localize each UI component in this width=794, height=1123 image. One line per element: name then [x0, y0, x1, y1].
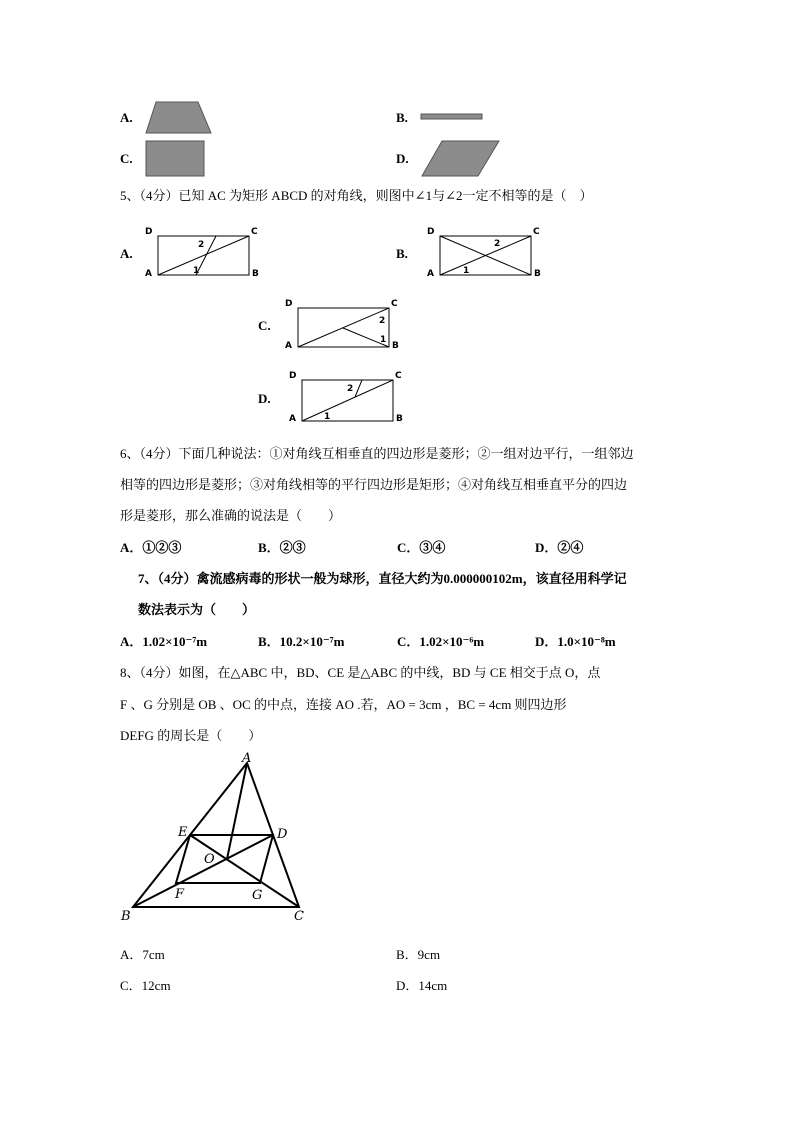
q5-option-a-figure	[142, 224, 266, 280]
q8-label-b: B	[121, 909, 131, 924]
q8-option-c: C．12cm	[120, 978, 171, 993]
q4-option-c-square	[144, 140, 208, 178]
q5c-vertex-c: C	[391, 299, 398, 309]
q6-line1: 6、（4分）下面几种说法：①对角线互相垂直的四边形是菱形；②一组对边平行，一组邻边	[120, 446, 634, 461]
q5-option-a-label: A.	[120, 246, 133, 261]
q4-option-a-label: A.	[120, 110, 133, 125]
q5d-vertex-c: C	[395, 371, 402, 381]
q8-line2: F 、G 分别是 OB 、OC 的中点，连接 AO .若，AO = 3cm ，BC = 4cm 则四边形	[120, 697, 567, 712]
q4-option-d-parallelogram	[420, 140, 502, 178]
q4-option-d-label: D.	[396, 151, 409, 166]
q5d-angle-1: 1	[324, 412, 331, 422]
q5d-vertex-d: D	[289, 371, 297, 381]
q5b-vertex-d: D	[427, 227, 435, 237]
q6-option-d: D．②④	[535, 540, 584, 555]
q5a-vertex-b: B	[252, 269, 259, 279]
q5d-angle-2: 2	[347, 384, 354, 394]
q8-label-o: O	[204, 852, 215, 867]
q8-label-f: F	[175, 887, 185, 902]
q8-option-a: A．7cm	[120, 947, 165, 962]
q5a-vertex-a: A	[145, 269, 152, 279]
q7-option-c: C．1.02×10⁻⁶m	[397, 634, 485, 649]
q5a-vertex-d: D	[145, 227, 153, 237]
q5c-angle-1: 1	[380, 335, 387, 345]
q5b-angle-2: 2	[494, 239, 501, 249]
q5b-vertex-a: A	[427, 269, 434, 279]
q4-option-c-label: C.	[120, 151, 133, 166]
q8-label-c: C	[294, 909, 304, 924]
q5-option-d-figure	[286, 368, 410, 426]
q5-option-c-figure	[282, 296, 406, 352]
q7-option-d: D．1.0×10⁻⁸m	[535, 634, 616, 649]
q5-option-c-label: C.	[258, 318, 271, 333]
q7-line2: 数法表示为（ ）	[138, 602, 256, 617]
q7-line1: 7、（4分）禽流感病毒的形状一般为球形，直径大约为0.000000102m，该直径用科学记	[138, 571, 627, 586]
q5d-vertex-a: A	[289, 414, 296, 424]
q5c-vertex-b: B	[392, 341, 399, 351]
q6-line3: 形是菱形，那么准确的说法是（ ）	[120, 508, 342, 523]
q4-option-b-thin-rectangle	[420, 113, 484, 121]
q4-option-a-trapezoid	[144, 100, 214, 136]
q8-line1: 8、（4分）如图，在△ABC 中，BD、CE 是△ABC 的中线，BD 与 CE 相交于点 O，点	[120, 665, 601, 680]
q7-option-b: B．10.2×10⁻⁷m	[258, 634, 345, 649]
q5b-vertex-c: C	[533, 227, 540, 237]
q5c-angle-2: 2	[379, 316, 386, 326]
q8-label-g: G	[252, 888, 263, 903]
q8-option-b: B．9cm	[396, 947, 441, 962]
q8-label-e: E	[178, 825, 188, 840]
q8-triangle-figure	[118, 752, 314, 928]
q4-option-b-label: B.	[396, 110, 408, 125]
q5a-vertex-c: C	[251, 227, 258, 237]
q5a-angle-1: 1	[193, 266, 200, 276]
q6-option-c: C．③④	[397, 540, 446, 555]
q8-label-d: D	[277, 827, 288, 842]
q6-option-a: A．①②③	[120, 540, 182, 555]
q5-stem: 5、（4分）已知 AC 为矩形 ABCD 的对角线，则图中∠1与∠2一定不相等的是（ ）	[120, 188, 593, 203]
q5-option-b-label: B.	[396, 246, 408, 261]
q5b-vertex-b: B	[534, 269, 541, 279]
q8-line3: DEFG 的周长是（ ）	[120, 728, 262, 743]
q8-option-d: D．14cm	[396, 978, 448, 993]
q6-option-b: B．②③	[258, 540, 306, 555]
q5d-vertex-b: B	[396, 414, 403, 424]
q6-line2: 相等的四边形是菱形；③对角线相等的平行四边形是矩形；④对角线互相垂直平分的四边	[120, 477, 628, 492]
q5c-vertex-a: A	[285, 341, 292, 351]
q7-option-a: A．1.02×10⁻⁷m	[120, 634, 208, 649]
q8-label-a: A	[242, 752, 252, 766]
q5b-angle-1: 1	[463, 266, 470, 276]
q5-option-b-figure	[424, 224, 548, 280]
q5-option-d-label: D.	[258, 391, 271, 406]
q5c-vertex-d: D	[285, 299, 293, 309]
q5a-angle-2: 2	[198, 240, 205, 250]
